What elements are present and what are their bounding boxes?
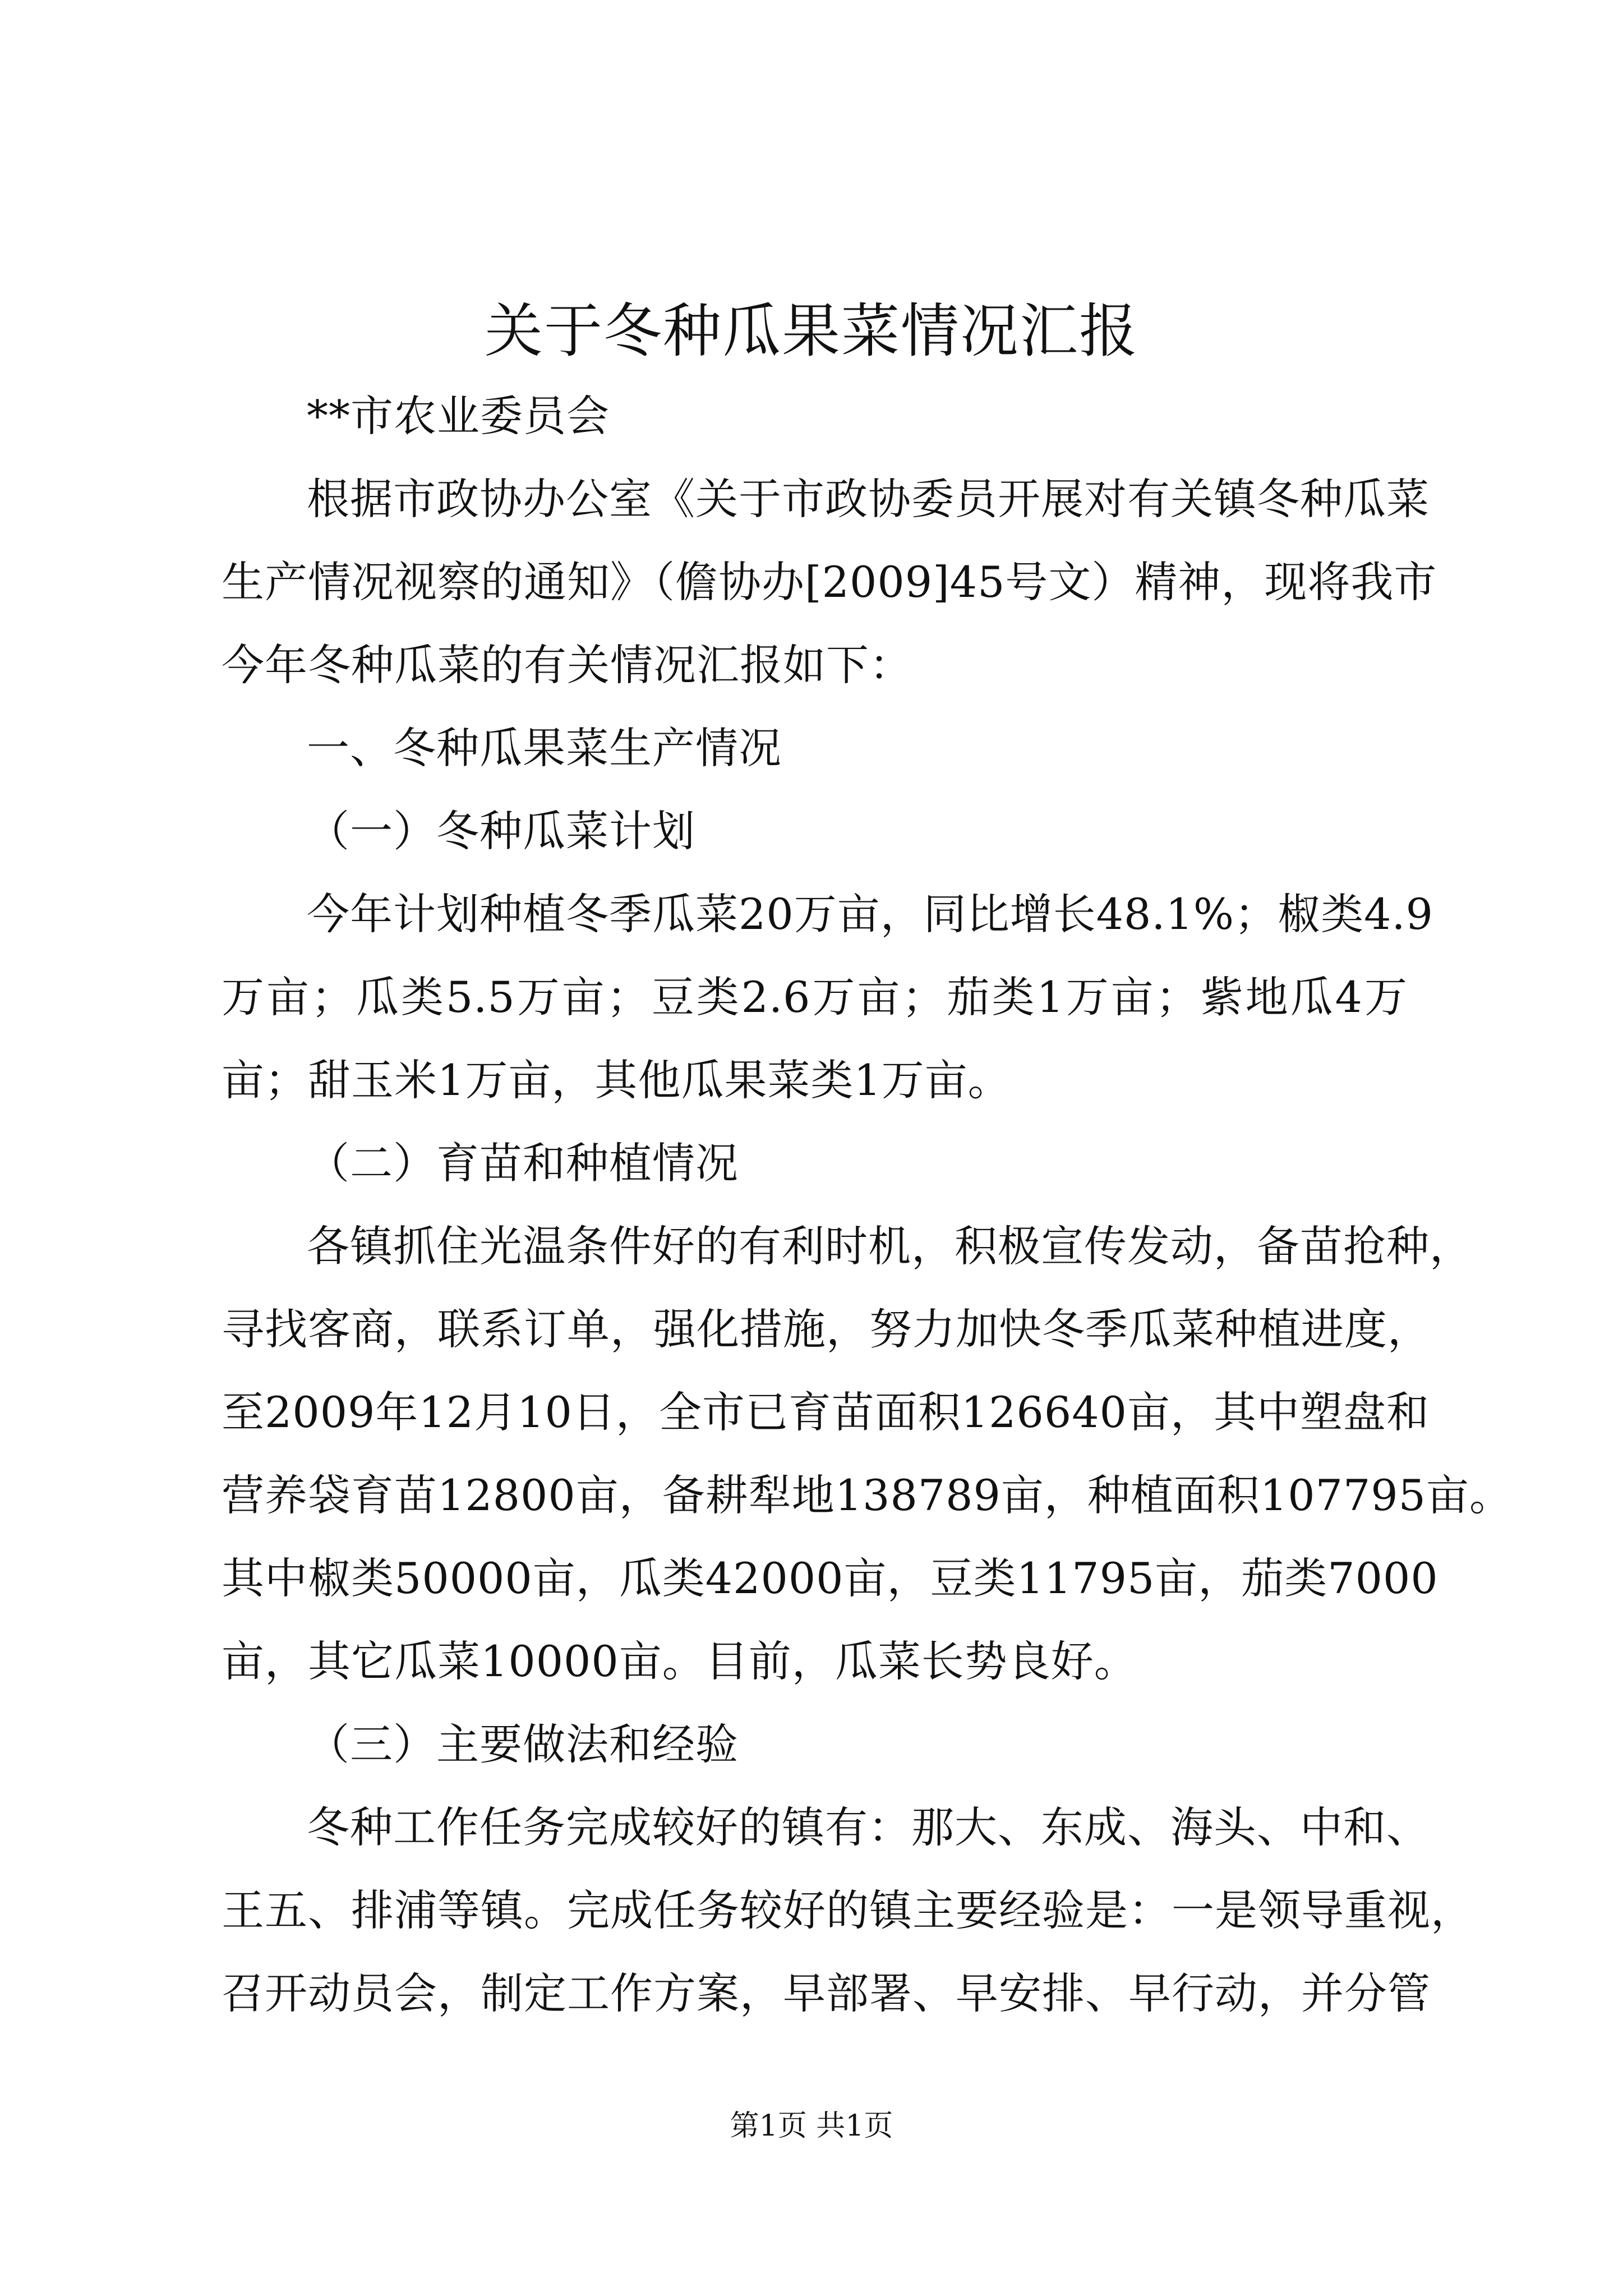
paragraph-line: 根据市政协办公室《关于市政协委员开展对有关镇冬种瓜菜 — [307, 474, 1430, 524]
page-footer: 第1页 共1页 — [730, 2109, 893, 2143]
paragraph-line: 今年计划种植冬季瓜菜20万亩，同比增长48.1%；椒类4.9 — [307, 889, 1434, 939]
paragraph-line: 寻找客商，联系订单，强化措施，努力加快冬季瓜菜种植进度， — [222, 1304, 1431, 1354]
paragraph-line: 生产情况视察的通知》（儋协办[2009]45号文）精神，现将我市 — [222, 557, 1437, 607]
paragraph-line: 冬种工作任务完成较好的镇有：那大、东成、海头、中和、 — [307, 1802, 1430, 1852]
paragraph-line: 王五、排浦等镇。完成任务较好的镇主要经验是：一是领导重视， — [222, 1885, 1474, 1935]
paragraph-line: 至2009年12月10日，全市已育苗面积126640亩，其中塑盘和 — [222, 1387, 1430, 1437]
paragraph-line: 亩，其它瓜菜10000亩。目前，瓜菜长势良好。 — [222, 1636, 1137, 1686]
paragraph-line: 今年冬种瓜菜的有关情况汇报如下： — [222, 640, 912, 690]
section-heading: 一、冬种瓜果菜生产情况 — [307, 723, 782, 773]
paragraph-line: 亩；甜玉米1万亩，其他瓜果菜类1万亩。 — [222, 1055, 1011, 1105]
document-body — [222, 375, 1513, 2035]
paragraph-line: 营养袋育苗12800亩，备耕犁地138789亩，种植面积107795亩。 — [222, 1470, 1513, 1520]
paragraph-line: 其中椒类50000亩，瓜类42000亩，豆类11795亩，茄类7000 — [222, 1553, 1438, 1603]
addressee-line: **市农业委员会 — [307, 391, 610, 441]
paragraph-line: 各镇抓住光温条件好的有利时机，积极宣传发动，备苗抢种， — [307, 1221, 1473, 1271]
document-title: 关于冬种瓜果菜情况汇报 — [484, 297, 1138, 365]
subsection-heading: （三）主要做法和经验 — [307, 1719, 739, 1769]
subsection-heading: （二）育苗和种植情况 — [307, 1138, 739, 1188]
paragraph-line: 万亩；瓜类5.5万亩；豆类2.6万亩；茄类1万亩；紫地瓜4万 — [222, 972, 1408, 1022]
paragraph-line: 召开动员会，制定工作方案，早部署、早安排、早行动，并分管 — [222, 1968, 1431, 2018]
subsection-heading: （一）冬种瓜菜计划 — [307, 806, 695, 856]
